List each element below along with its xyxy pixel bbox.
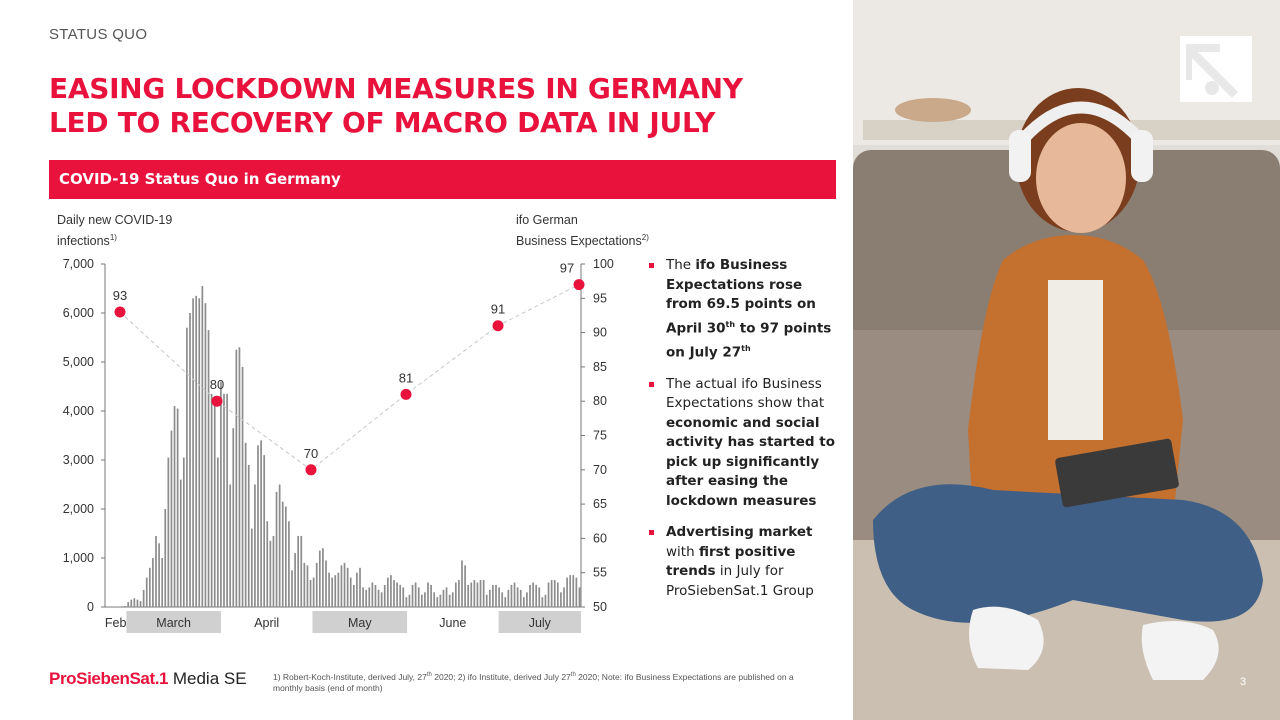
infection-bar xyxy=(384,585,386,607)
left-axis-tick-label: 0 xyxy=(87,600,94,614)
hero-photo xyxy=(853,0,1280,720)
infection-bar xyxy=(198,298,200,607)
infection-bar xyxy=(291,570,293,607)
infection-bar xyxy=(183,458,185,607)
left-axis-title-line1: Daily new COVID-19 xyxy=(57,213,173,227)
photo-headphone-right xyxy=(1131,130,1153,182)
infection-bar xyxy=(205,303,207,607)
month-label: Feb xyxy=(104,616,127,630)
bullet2-bold-a: economic and social activity has started to pick up significantly after easing the lockdown measures xyxy=(666,414,835,509)
infection-bar xyxy=(560,592,562,607)
infection-bar xyxy=(535,585,537,607)
ifo-line xyxy=(120,285,579,470)
ifo-point-label: 97 xyxy=(559,260,575,276)
left-axis-tick-label: 6,000 xyxy=(62,306,94,320)
photo-face xyxy=(1036,123,1126,233)
footnote-part2: 2020; 2) ifo Institute, derived July 27 xyxy=(431,671,571,682)
infection-bar xyxy=(406,597,408,607)
infection-bar xyxy=(418,587,420,607)
key-points xyxy=(648,256,838,613)
infection-bar xyxy=(483,580,485,607)
infection-bar xyxy=(551,580,553,607)
infection-bar xyxy=(331,578,333,607)
infection-bar xyxy=(390,575,392,607)
infection-bar xyxy=(446,587,448,607)
infection-bar xyxy=(217,458,219,607)
infection-bar xyxy=(579,587,581,607)
left-axis-title-sup: 1) xyxy=(109,233,117,242)
infection-bar xyxy=(307,565,309,607)
infection-bar xyxy=(344,563,346,607)
right-axis-tick-label: 80 xyxy=(593,394,607,409)
infection-bar xyxy=(202,286,204,607)
infection-bar xyxy=(458,580,460,607)
infection-bar xyxy=(121,606,123,607)
infection-bar xyxy=(430,585,432,607)
infection-bar xyxy=(455,583,457,608)
infection-bar xyxy=(368,587,370,607)
infection-bar xyxy=(211,394,213,607)
infection-bar xyxy=(294,553,296,607)
infection-bar xyxy=(523,597,525,607)
section-kicker: STATUS QUO xyxy=(49,26,148,43)
infection-bar xyxy=(436,597,438,607)
infection-bar xyxy=(254,485,256,608)
infection-bar xyxy=(470,583,472,608)
infection-bar xyxy=(443,590,445,607)
infection-bar xyxy=(511,585,513,607)
company-logo-part1: ProSiebenSat.1 xyxy=(49,669,169,688)
month-label: June xyxy=(439,616,467,630)
right-axis-tick-label: 50 xyxy=(593,600,607,614)
right-axis-title-line1: ifo German xyxy=(516,213,578,227)
photo-bowl xyxy=(895,98,971,122)
infection-bar xyxy=(393,580,395,607)
infection-bar xyxy=(263,455,265,607)
bullet-advertising-market xyxy=(648,523,838,601)
infection-bar xyxy=(208,330,210,607)
bullet-economic-activity xyxy=(648,375,838,512)
month-label: July xyxy=(528,616,551,630)
footnote-part1: 1) Robert-Koch-Institute, derived July, 27 xyxy=(273,671,427,682)
ifo-point-label: 80 xyxy=(209,377,225,393)
month-label: March xyxy=(156,616,192,630)
infection-bar xyxy=(168,458,170,607)
month-label: April xyxy=(254,616,280,630)
infection-bar xyxy=(195,296,197,607)
infection-bar xyxy=(381,592,383,607)
infection-bar xyxy=(350,578,352,607)
infection-bar xyxy=(232,428,234,607)
infection-bar xyxy=(186,328,188,607)
infection-bar xyxy=(449,595,451,607)
infection-bar xyxy=(474,580,476,607)
bullet1-sup-b: th xyxy=(741,343,751,353)
infection-bar xyxy=(557,583,559,608)
right-axis-tick-label: 90 xyxy=(593,325,607,340)
infection-bar xyxy=(378,590,380,607)
infection-bar xyxy=(572,575,574,607)
infection-bar xyxy=(313,578,315,607)
infection-bar xyxy=(251,529,253,607)
right-axis-tick-label: 85 xyxy=(593,359,607,374)
infection-bar xyxy=(257,445,259,607)
bullet1-sup-a: th xyxy=(725,319,736,329)
infection-bar xyxy=(415,583,417,608)
ifo-point xyxy=(306,464,317,475)
infection-bar xyxy=(152,558,154,607)
infection-bar xyxy=(504,597,506,607)
infection-bar xyxy=(396,583,398,608)
infection-bar xyxy=(480,580,482,607)
infection-bar xyxy=(365,590,367,607)
right-axis-tick-label: 95 xyxy=(593,291,607,306)
infection-bar xyxy=(440,595,442,607)
infection-bar xyxy=(137,600,139,607)
infection-bar xyxy=(146,578,148,607)
photo-top xyxy=(1048,280,1103,440)
infection-bar xyxy=(375,585,377,607)
covid-ifo-chart xyxy=(0,0,640,650)
company-logo-part2: Media SE xyxy=(168,669,247,688)
infection-bar xyxy=(356,573,358,607)
infection-bar xyxy=(174,406,176,607)
bullet3-bold-a: Advertising market xyxy=(666,524,813,540)
bullet3-text-b: in July for ProSiebenSat.1 Group xyxy=(666,563,814,599)
title-line-1: EASING LOCKDOWN MEASURES IN GERMANY xyxy=(49,72,743,105)
infection-bar xyxy=(245,443,247,607)
right-axis-tick-label: 75 xyxy=(593,428,607,443)
infection-bar xyxy=(127,602,129,607)
infection-bar xyxy=(576,578,578,607)
ifo-point-label: 70 xyxy=(303,445,319,461)
bullet1-bold-a: ifo Business Expectations rose from 69.5 points on April 30 xyxy=(666,257,816,336)
infection-bar xyxy=(520,590,522,607)
infection-bar xyxy=(288,521,290,607)
infection-bar xyxy=(300,536,302,607)
infection-bar xyxy=(266,521,268,607)
bullet3-bold-b: first positive trends xyxy=(666,543,796,579)
infection-bar xyxy=(347,568,349,607)
bullet1-text-a: The xyxy=(666,257,696,273)
infection-bar xyxy=(387,578,389,607)
bullet-ifo-rise xyxy=(648,256,838,363)
infection-bar xyxy=(155,536,157,607)
infection-bar xyxy=(328,573,330,607)
infection-bar xyxy=(538,587,540,607)
infection-bar xyxy=(554,580,556,607)
woman-with-tablet-illustration xyxy=(853,0,1280,720)
infection-bar xyxy=(529,585,531,607)
infection-bar xyxy=(424,592,426,607)
infection-bar xyxy=(569,575,571,607)
infection-bar xyxy=(399,585,401,607)
ifo-point-label: 91 xyxy=(490,301,506,317)
footnote-sup2: th xyxy=(570,672,576,678)
infection-bar xyxy=(161,558,163,607)
ifo-point-label: 93 xyxy=(112,288,128,304)
band-title: COVID-19 Status Quo in Germany xyxy=(59,170,341,188)
right-axis-tick-label: 55 xyxy=(593,565,607,580)
infection-bar xyxy=(214,396,216,607)
left-axis-tick-label: 7,000 xyxy=(62,257,94,271)
bullet1-bold-b: to 97 points on July 27 xyxy=(666,320,832,360)
infection-bar xyxy=(223,394,225,607)
right-axis-tick-label: 60 xyxy=(593,531,607,546)
infection-bar xyxy=(492,585,494,607)
left-axis-tick-label: 2,000 xyxy=(62,502,94,516)
infection-bar xyxy=(421,595,423,607)
infection-bar xyxy=(359,568,361,607)
infection-bar xyxy=(514,583,516,608)
prosiebensat1-logo-icon xyxy=(1180,36,1252,102)
photo-shoe-right xyxy=(1142,621,1219,680)
infection-bar xyxy=(461,560,463,607)
infection-bar xyxy=(464,565,466,607)
infection-bar xyxy=(526,592,528,607)
left-axis-tick-label: 1,000 xyxy=(62,551,94,565)
infection-bar xyxy=(341,565,343,607)
infection-bar xyxy=(276,492,278,607)
infection-bar xyxy=(236,350,238,607)
infection-bar xyxy=(164,509,166,607)
ifo-point xyxy=(212,396,223,407)
right-axis-tick-label: 65 xyxy=(593,497,607,512)
footnote-part3: 2020; Note: ifo Business Expectations are published on a monthly basis (end of month) xyxy=(273,671,794,694)
infection-bar xyxy=(409,595,411,607)
infection-bar xyxy=(134,598,136,607)
infection-bar xyxy=(489,590,491,607)
ifo-point-label: 81 xyxy=(398,370,414,386)
infection-bar xyxy=(304,563,306,607)
infection-bar xyxy=(517,587,519,607)
left-axis-tick-label: 3,000 xyxy=(62,453,94,467)
infection-bar xyxy=(316,563,318,607)
right-axis-title-sup: 2) xyxy=(641,233,649,242)
logo-dot xyxy=(1205,81,1219,95)
infection-bar xyxy=(239,347,241,607)
infection-bar xyxy=(427,583,429,608)
infection-bar xyxy=(149,568,151,607)
title-line-2: LED TO RECOVERY OF MACRO DATA IN JULY xyxy=(49,106,716,139)
infection-bar xyxy=(220,382,222,607)
infection-bar xyxy=(362,587,364,607)
infection-bar xyxy=(495,585,497,607)
infection-bar xyxy=(338,573,340,607)
infection-bar xyxy=(177,409,179,607)
infection-bar xyxy=(545,595,547,607)
infection-bar xyxy=(192,298,194,607)
infection-bar xyxy=(563,587,565,607)
infection-bar xyxy=(566,578,568,607)
infection-bar xyxy=(402,587,404,607)
infection-bar xyxy=(372,583,374,608)
infection-bar xyxy=(279,485,281,608)
bullet2-text-a: The actual ifo Business Expectations show that xyxy=(666,375,825,411)
infection-bar xyxy=(226,394,228,607)
left-axis-tick-label: 4,000 xyxy=(62,404,94,418)
infection-bar xyxy=(130,600,132,607)
infection-bar xyxy=(297,536,299,607)
infection-bar xyxy=(542,597,544,607)
photo-headphone-left xyxy=(1009,130,1031,182)
infection-bar xyxy=(270,541,272,607)
infection-bar xyxy=(273,536,275,607)
infection-bar xyxy=(158,543,160,607)
infection-bar xyxy=(248,465,250,607)
infection-bar xyxy=(477,583,479,608)
infection-bar xyxy=(124,606,126,607)
infection-bar xyxy=(501,592,503,607)
infection-bar xyxy=(260,440,262,607)
infection-bar xyxy=(189,313,191,607)
infection-bar xyxy=(282,502,284,607)
infection-bar xyxy=(433,592,435,607)
infection-bar xyxy=(486,595,488,607)
infection-bar xyxy=(171,431,173,607)
company-logo xyxy=(49,669,247,689)
ifo-point xyxy=(115,307,126,318)
infection-bar xyxy=(229,485,231,608)
infection-bar xyxy=(325,560,327,607)
infection-bar xyxy=(143,590,145,607)
ifo-point xyxy=(574,279,585,290)
infection-bar xyxy=(452,592,454,607)
infection-bar xyxy=(242,367,244,607)
infection-bar xyxy=(285,507,287,607)
right-axis-tick-label: 100 xyxy=(593,257,614,271)
ifo-point xyxy=(401,389,412,400)
right-axis-tick-label: 70 xyxy=(593,462,607,477)
month-label: May xyxy=(347,616,372,630)
left-axis-title-text: infections xyxy=(57,234,110,249)
infection-bar xyxy=(180,480,182,607)
infection-bar xyxy=(334,575,336,607)
infection-bar xyxy=(467,585,469,607)
infection-bar xyxy=(548,583,550,608)
infection-bar xyxy=(498,587,500,607)
infection-bar xyxy=(322,548,324,607)
page-number: 3 xyxy=(1240,676,1247,688)
infection-bar xyxy=(532,583,534,608)
infection-bar xyxy=(140,601,142,607)
infection-bar xyxy=(412,585,414,607)
infection-bar xyxy=(310,580,312,607)
infection-bar xyxy=(508,590,510,607)
bullet3-text-a: with xyxy=(666,543,699,560)
infection-bar xyxy=(353,585,355,607)
ifo-point xyxy=(493,320,504,331)
footnote-sup1: th xyxy=(426,672,432,678)
left-axis-tick-label: 5,000 xyxy=(62,355,94,369)
infection-bar xyxy=(319,551,321,607)
right-axis-title-text: Business Expectations xyxy=(516,234,642,249)
footnote xyxy=(273,670,813,695)
